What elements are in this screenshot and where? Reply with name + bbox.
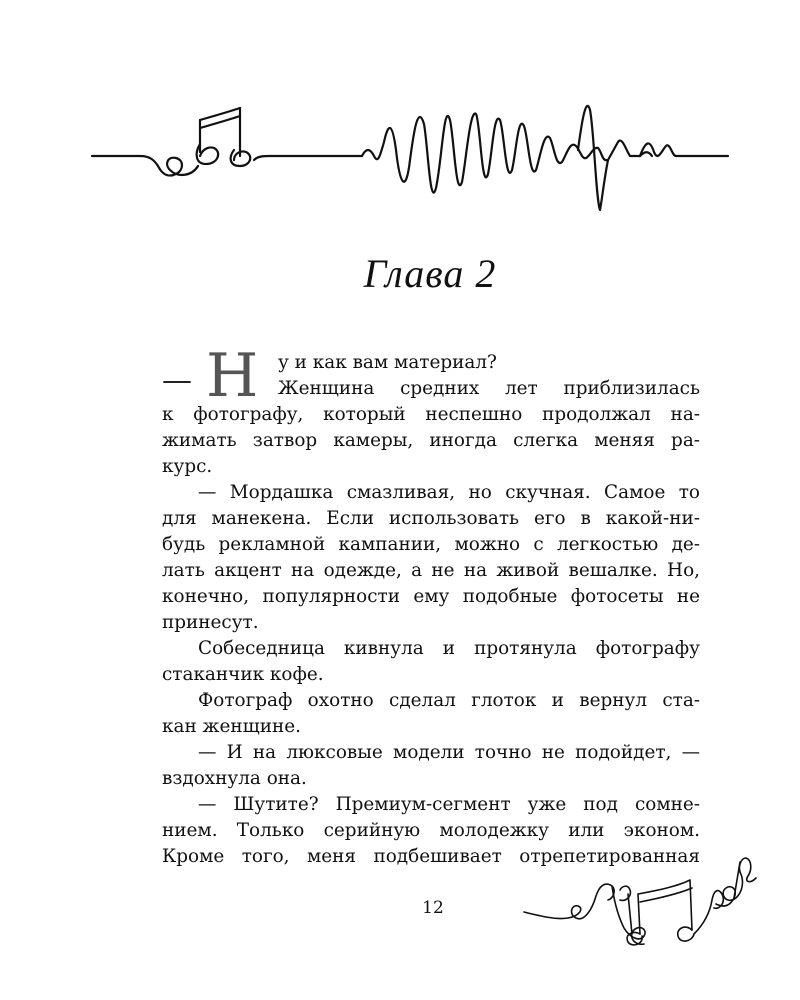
- text-line: стаканчик кофе.: [162, 664, 324, 685]
- music-heartbeat-decoration: [88, 90, 732, 220]
- chapter-title: Глава 2: [363, 251, 497, 296]
- text-line: у и как вам материал?: [278, 352, 497, 373]
- music-notes-decoration: [520, 850, 760, 960]
- text-line: — И на люксовые модели точно не подойдет, —: [198, 742, 700, 763]
- text-line: Женщина средних лет приблизилась: [278, 378, 700, 399]
- page-number: 12: [422, 898, 444, 918]
- opening-paragraph: [162, 341, 700, 411]
- text-line: Кроме того, меня подбешивает отрепетированная: [162, 846, 700, 867]
- text-line: нием. Только серийную молодежку или эконом.: [162, 820, 700, 841]
- text-line: вздохнула она.: [162, 768, 307, 789]
- text-line: к фотографу, который неспешно продолжал на-: [162, 404, 700, 425]
- text-line: лать акцент на одежде, а не на живой вешалке. Но,: [162, 560, 700, 581]
- text-line: кан женщине.: [162, 716, 301, 737]
- text-line: для манекена. Если использовать его в какой-ни-: [162, 508, 700, 529]
- chapter-body-text: [162, 341, 700, 870]
- text-line: — Шутите? Премиум-сегмент уже под сомне-: [198, 794, 700, 815]
- dropcap-letter: Н: [206, 341, 259, 411]
- text-line: жимать затвор камеры, иногда слегка меняя ра-: [162, 430, 700, 451]
- text-line: курс.: [162, 456, 213, 477]
- dropcap-dash: —: [162, 363, 192, 398]
- text-line: конечно, популярности ему подобные фотосеты не: [162, 586, 700, 607]
- text-line: будь рекламной кампании, можно с легкостью де-: [162, 534, 700, 555]
- text-line: Фотограф охотно сделал глоток и вернул ста-: [198, 690, 700, 711]
- text-line: Собеседница кивнула и протянула фотографу: [198, 638, 700, 659]
- text-line: принесут.: [162, 612, 259, 633]
- text-line: — Мордашка смазливая, но скучная. Самое то: [198, 482, 700, 503]
